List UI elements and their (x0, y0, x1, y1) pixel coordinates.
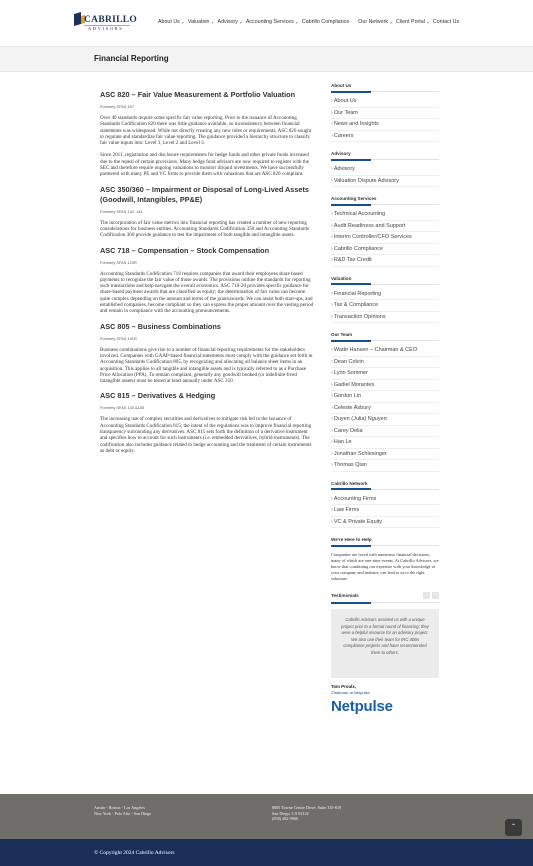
sidebar-link[interactable] (331, 108, 439, 120)
sidebar-link[interactable] (331, 312, 439, 324)
content-section (100, 185, 316, 239)
sidebar-link[interactable] (331, 119, 439, 131)
chevron-right-icon: › (331, 109, 333, 116)
sidebar-group (331, 196, 439, 267)
chevron-down-icon: ▾ (390, 19, 393, 25)
sidebar-link-label: Thomas Qian (333, 462, 367, 468)
chevron-right-icon: › (331, 439, 333, 445)
site-footer (0, 794, 533, 839)
help-text: Companies are faced with numerous financial decisions, many of which are one-time events. At Cabrillo Advisors, we know that combining our expertise with your knowledge of your company and industry can lead to us to the right solutions. (331, 552, 439, 582)
nav-item-label: Valuation (187, 19, 210, 25)
sidebar-link[interactable] (331, 414, 439, 426)
sidebar-link[interactable] (331, 176, 439, 188)
sidebar-link[interactable] (331, 426, 439, 438)
chevron-right-icon: › (331, 462, 333, 468)
sidebar-link[interactable] (331, 164, 439, 176)
chevron-down-icon: ▾ (211, 19, 214, 25)
nav-item[interactable] (188, 19, 218, 25)
help-heading: We're Here to Help (331, 537, 372, 542)
sidebar-link-label: Audit Readiness and Support (333, 222, 406, 229)
chevron-right-icon: › (331, 507, 333, 513)
sidebar-link[interactable] (331, 209, 439, 221)
footer-phone[interactable]: (858) 482-9960 (272, 816, 299, 822)
chevron-right-icon: › (331, 121, 333, 127)
sidebar-link[interactable] (331, 131, 439, 143)
sidebar (331, 83, 439, 715)
footer-locations-line: Austin - Boston - Los Angeles (94, 805, 145, 810)
nav-item[interactable] (302, 19, 358, 25)
main-nav (158, 19, 468, 25)
testimonial-quote: Cabrillo Advisors assisted us with a unique project prior to a formal round of financing; they were a helpful resource for an advisory project. We also use their team for IRC 409a compliance projects and have recommended them to others. (341, 617, 429, 655)
sidebar-link-label: Dean Colvin (333, 358, 364, 365)
sidebar-rule (331, 91, 439, 92)
logo-sub: ADVISORS (88, 26, 124, 31)
chevron-right-icon: › (331, 495, 333, 502)
logo-name: CABRILLO (84, 15, 138, 25)
testimonial-quote-box (331, 609, 439, 678)
sidebar-link-label: Lynn Sommer (333, 370, 368, 376)
sidebar-link[interactable] (331, 449, 439, 461)
chevron-right-icon: › (331, 381, 333, 388)
sidebar-link[interactable] (331, 460, 439, 472)
sidebar-link[interactable] (331, 289, 439, 301)
chevron-right-icon: › (331, 427, 333, 434)
sidebar-link[interactable] (331, 96, 439, 108)
sidebar-link-label: Celeste Asbury (333, 404, 371, 411)
content-section (100, 246, 316, 315)
sidebar-link-label: News and Insights (333, 121, 379, 127)
sidebar-rule (331, 204, 439, 205)
chevron-right-icon: › (331, 404, 333, 411)
chevron-right-icon: › (331, 393, 333, 399)
nav-item-label: Our Network (358, 19, 389, 25)
chevron-right-icon: › (331, 245, 333, 252)
nav-item-label: Contact Us (432, 19, 460, 25)
cabrillo-logo[interactable] (72, 10, 138, 34)
section-formerly: Formerly SFAS 141R (100, 335, 137, 341)
footer-locations-line: New York - Palo Alto - San Diego (94, 810, 152, 816)
chevron-left-icon[interactable]: ‹ (423, 592, 430, 599)
section-paragraph: Business combinations give rise to a number of financial reporting requirements for the stakeholders involved. Companies with GAAP-based financial statements must comply with the guidance set forth in Accounting Standards Codification 805, by recognizing and allocating all balance sheet items in an acquisition. This applies to all tangible and intangible assets and is typically referred to as a Purchase Price Allocation (PPA). To remain compliant, generally any goodwill booked (or indefinite-lived intangible assets) must be tested at least annually under ASC 350. (100, 346, 313, 385)
sidebar-link-label: Accounting Firms (333, 495, 377, 502)
nav-item[interactable] (246, 19, 302, 25)
nav-item[interactable] (396, 19, 433, 25)
nav-item[interactable] (158, 19, 188, 25)
sidebar-link-label: VC & Private Equity (333, 518, 383, 525)
testimonial-role: Chairman at Netpulse (331, 690, 370, 696)
sidebar-link-label: R&D Tax Credit (333, 257, 372, 263)
copyright-bar (0, 839, 533, 866)
sidebar-heading: Advisory (331, 151, 351, 156)
chevron-down-icon: ▾ (239, 19, 242, 25)
sidebar-link-label: Jonathan Schlesinger (333, 450, 387, 457)
sidebar-heading: Valuation (331, 275, 352, 281)
sidebar-link[interactable] (331, 232, 439, 244)
sidebar-link-label: Technical Accounting (333, 211, 386, 217)
sidebar-group (331, 151, 439, 187)
nav-item-label: Cabrillo Compliance (301, 19, 350, 25)
sidebar-link[interactable] (331, 391, 439, 403)
chevron-right-icon: › (331, 290, 333, 297)
sidebar-link[interactable] (331, 380, 439, 392)
sidebar-rule (331, 340, 439, 341)
nav-item[interactable] (218, 19, 246, 25)
section-title: ASC 718 – Compensation – Stock Compensation (100, 245, 270, 255)
chevron-right-icon: › (331, 416, 333, 422)
sidebar-heading: Cabrillo Network (331, 480, 368, 486)
section-title: ASC 820 – Fair Value Measurement & Portfolio Valuation (100, 90, 296, 99)
nav-item-label: Advisory (217, 19, 238, 25)
chevron-right-icon: › (331, 370, 333, 376)
section-paragraph: The incorporation of fair value metrics into financial reporting has created a number of new reporting considerations for business entities. Accounting Standards Codification 350 and Accounting Standards Codification 360 provide guidance to test the impairment of both tangible and intangible assets. (100, 219, 309, 239)
sidebar-link[interactable] (331, 437, 439, 449)
section-formerly: Formerly SFAS 142, 144 (100, 208, 143, 214)
copyright-text: © Copyright 2024 Cabrillo Advisors (94, 850, 175, 856)
main-content (100, 90, 316, 461)
sidebar-heading: About Us (331, 83, 352, 88)
sidebar-heading: Our Team (331, 332, 353, 337)
chevron-right-icon: › (331, 98, 333, 104)
chevron-down-icon: ▾ (426, 19, 429, 25)
sidebar-link[interactable] (331, 505, 439, 517)
chevron-right-icon: › (331, 166, 333, 172)
sidebar-link[interactable] (331, 300, 439, 312)
sidebar-link-label: Advisory (333, 166, 355, 172)
sidebar-link-label: Wade Hansen – Chairman & CEO (333, 347, 418, 353)
sidebar-link-label: Gadiel Morantes (333, 381, 375, 388)
chevron-right-icon: › (331, 234, 333, 240)
section-formerly: Formerly SFAS 157 (100, 104, 134, 109)
sidebar-link[interactable] (331, 494, 439, 506)
nav-item-label: Client Portal (396, 19, 425, 25)
section-title: ASC 350/360 – Impairment or Disposal of Long-Lived Assets (Goodwill, Intangibles, PP&E) (100, 184, 309, 204)
sidebar-link[interactable] (331, 345, 439, 357)
section-formerly: Formerly SFAS 123R (100, 259, 137, 265)
sidebar-group (331, 276, 439, 324)
chevron-down-icon: ▾ (181, 19, 184, 25)
sidebar-link-label: Han Le (333, 439, 352, 445)
help-rule (331, 545, 439, 546)
sidebar-link[interactable] (331, 244, 439, 256)
help-widget (331, 537, 439, 582)
sidebar-link[interactable] (331, 255, 439, 267)
sidebar-link[interactable] (331, 357, 439, 369)
chevron-right-icon: › (331, 257, 333, 263)
chevron-right-icon: › (331, 302, 333, 308)
footer-address-line: 8885 Towne Centre Drive, Suite 335-619 (272, 805, 342, 810)
chevron-right-icon: › (331, 518, 333, 525)
netpulse-logo: Netpulse (331, 698, 393, 716)
sidebar-link[interactable] (331, 403, 439, 415)
sidebar-link-label: Cabrillo Compliance (333, 245, 384, 252)
sidebar-link-label: Interim Controller/CFO Services (333, 234, 412, 240)
section-paragraph: The increasing use of complex securities and derivatives to mitigate risk led to the issuance of Accounting Standards Codification 815; the intent of the regulations was to improve financial reporting transparency surrounding any derivatives. ASC 815 sets forth the definition of a derivative instrument and specifies how to account for such instruments (i.e. embedded derivatives, hybrid instruments). The codification also includes guidance related to hedge accounting and the treatment of certain instruments as debt or equity. (100, 416, 312, 454)
testimonials-widget (331, 592, 439, 715)
content-section (100, 391, 316, 454)
back-to-top-icon[interactable]: ⌃ (505, 819, 522, 836)
sidebar-group (331, 83, 439, 142)
sidebar-group (331, 481, 439, 529)
footer-locations (94, 805, 151, 816)
nav-item[interactable] (358, 19, 396, 25)
chevron-right-icon: › (331, 211, 333, 217)
page-title: Financial Reporting (94, 54, 169, 63)
sidebar-link-label: Careers (333, 132, 354, 139)
section-paragraph: Over 40 standards require some specific fair value reporting. Prior to the issuance of Accounting Standards Codification 820 there was little guidance available, so inconsistency between financial statements was widespread. While not directly creating any new rules or requirements, ASC 820 sought to regulate and standardize fair value reporting. The guidance provided a hierarchy structure to classify fair value inputs into: Level 1, Level 2 and Level 3. (100, 115, 312, 147)
page-title-bar (0, 46, 533, 72)
section-title: ASC 805 – Business Combinations (100, 321, 221, 331)
sidebar-heading: Accounting Services (331, 196, 377, 201)
chevron-right-icon: › (331, 313, 333, 320)
sidebar-rule (331, 489, 439, 490)
sidebar-link-label: About Us (333, 98, 357, 104)
footer-address (272, 805, 341, 822)
section-formerly: Formerly SFAS 133 &155 (100, 405, 145, 411)
sidebar-link-label: Law Firms (333, 507, 360, 513)
sidebar-link-label: Duyen (Julia) Nguyen (333, 416, 387, 422)
chevron-right-icon: › (331, 358, 333, 365)
sidebar-link[interactable] (331, 368, 439, 380)
chevron-right-icon: › (331, 347, 333, 353)
nav-item[interactable] (433, 19, 468, 25)
footer-address-line: San Diego, CA 92122 (272, 810, 309, 816)
sidebar-link-label: Tax & Compliance (333, 302, 379, 308)
chevron-right-icon: › (331, 132, 333, 139)
section-paragraph: Accounting Standards Codification 718 requires companies that award their employees share based payments to recognize the fair value of those awards. The provisions outline the standards for reporting such transactions and help navigate the overall economics. ASC 718-20 provides specific guidance for share-based payment awards that are classified as equity; the determination of fair value can become quite complex depending on the amount and terms of the grant/awards. We can assist both start-ups, and established companies, become compliant so they can express the proper amount over the vesting period and remain in compliance with the accounting pronouncements. (100, 270, 314, 315)
site-header (0, 0, 533, 44)
sidebar-rule (331, 284, 439, 285)
sidebar-link-label: Valuation Dispute Advisory (333, 177, 399, 184)
content-section (100, 90, 316, 178)
testimonials-heading: Testimonials (331, 593, 359, 599)
section-paragraph: Since 2011, registration and disclosure requirements for hedge funds and other private funds increased due to the repeal of certain provisions. Many hedge fund advisors are now required to register with the SEC and therefore require ongoing valuations to monitor illiquid investments. We have successfully partnered with many PE and VC firms to provide them with valuations that are ASC 820 compliant. (100, 152, 310, 178)
chevron-down-icon: ▾ (295, 19, 298, 25)
sidebar-link-label: Gordon Lin (333, 393, 362, 399)
nav-item-label: Accounting Services (245, 19, 294, 25)
sidebar-link-label: Our Team (333, 109, 358, 116)
testimonial-author: Tom Proulx, (331, 684, 357, 690)
sidebar-link[interactable] (331, 221, 439, 233)
chevron-right-icon: › (331, 177, 333, 184)
content-section (100, 322, 316, 385)
testimonials-rule (331, 602, 439, 603)
sidebar-link[interactable] (331, 517, 439, 529)
section-title: ASC 815 – Derivatives & Hedging (100, 391, 216, 401)
chevron-right-icon: › (331, 450, 333, 457)
sidebar-link-label: Transaction Opinions (333, 313, 386, 320)
chevron-right-icon: › (331, 222, 333, 229)
chevron-right-icon[interactable]: › (432, 592, 439, 599)
sidebar-rule (331, 159, 439, 160)
sidebar-link-label: Financial Reporting (333, 290, 382, 297)
sidebar-link-label: Carey Delia (333, 427, 363, 434)
sidebar-group (331, 332, 439, 472)
nav-item-label: About Us (158, 19, 180, 25)
